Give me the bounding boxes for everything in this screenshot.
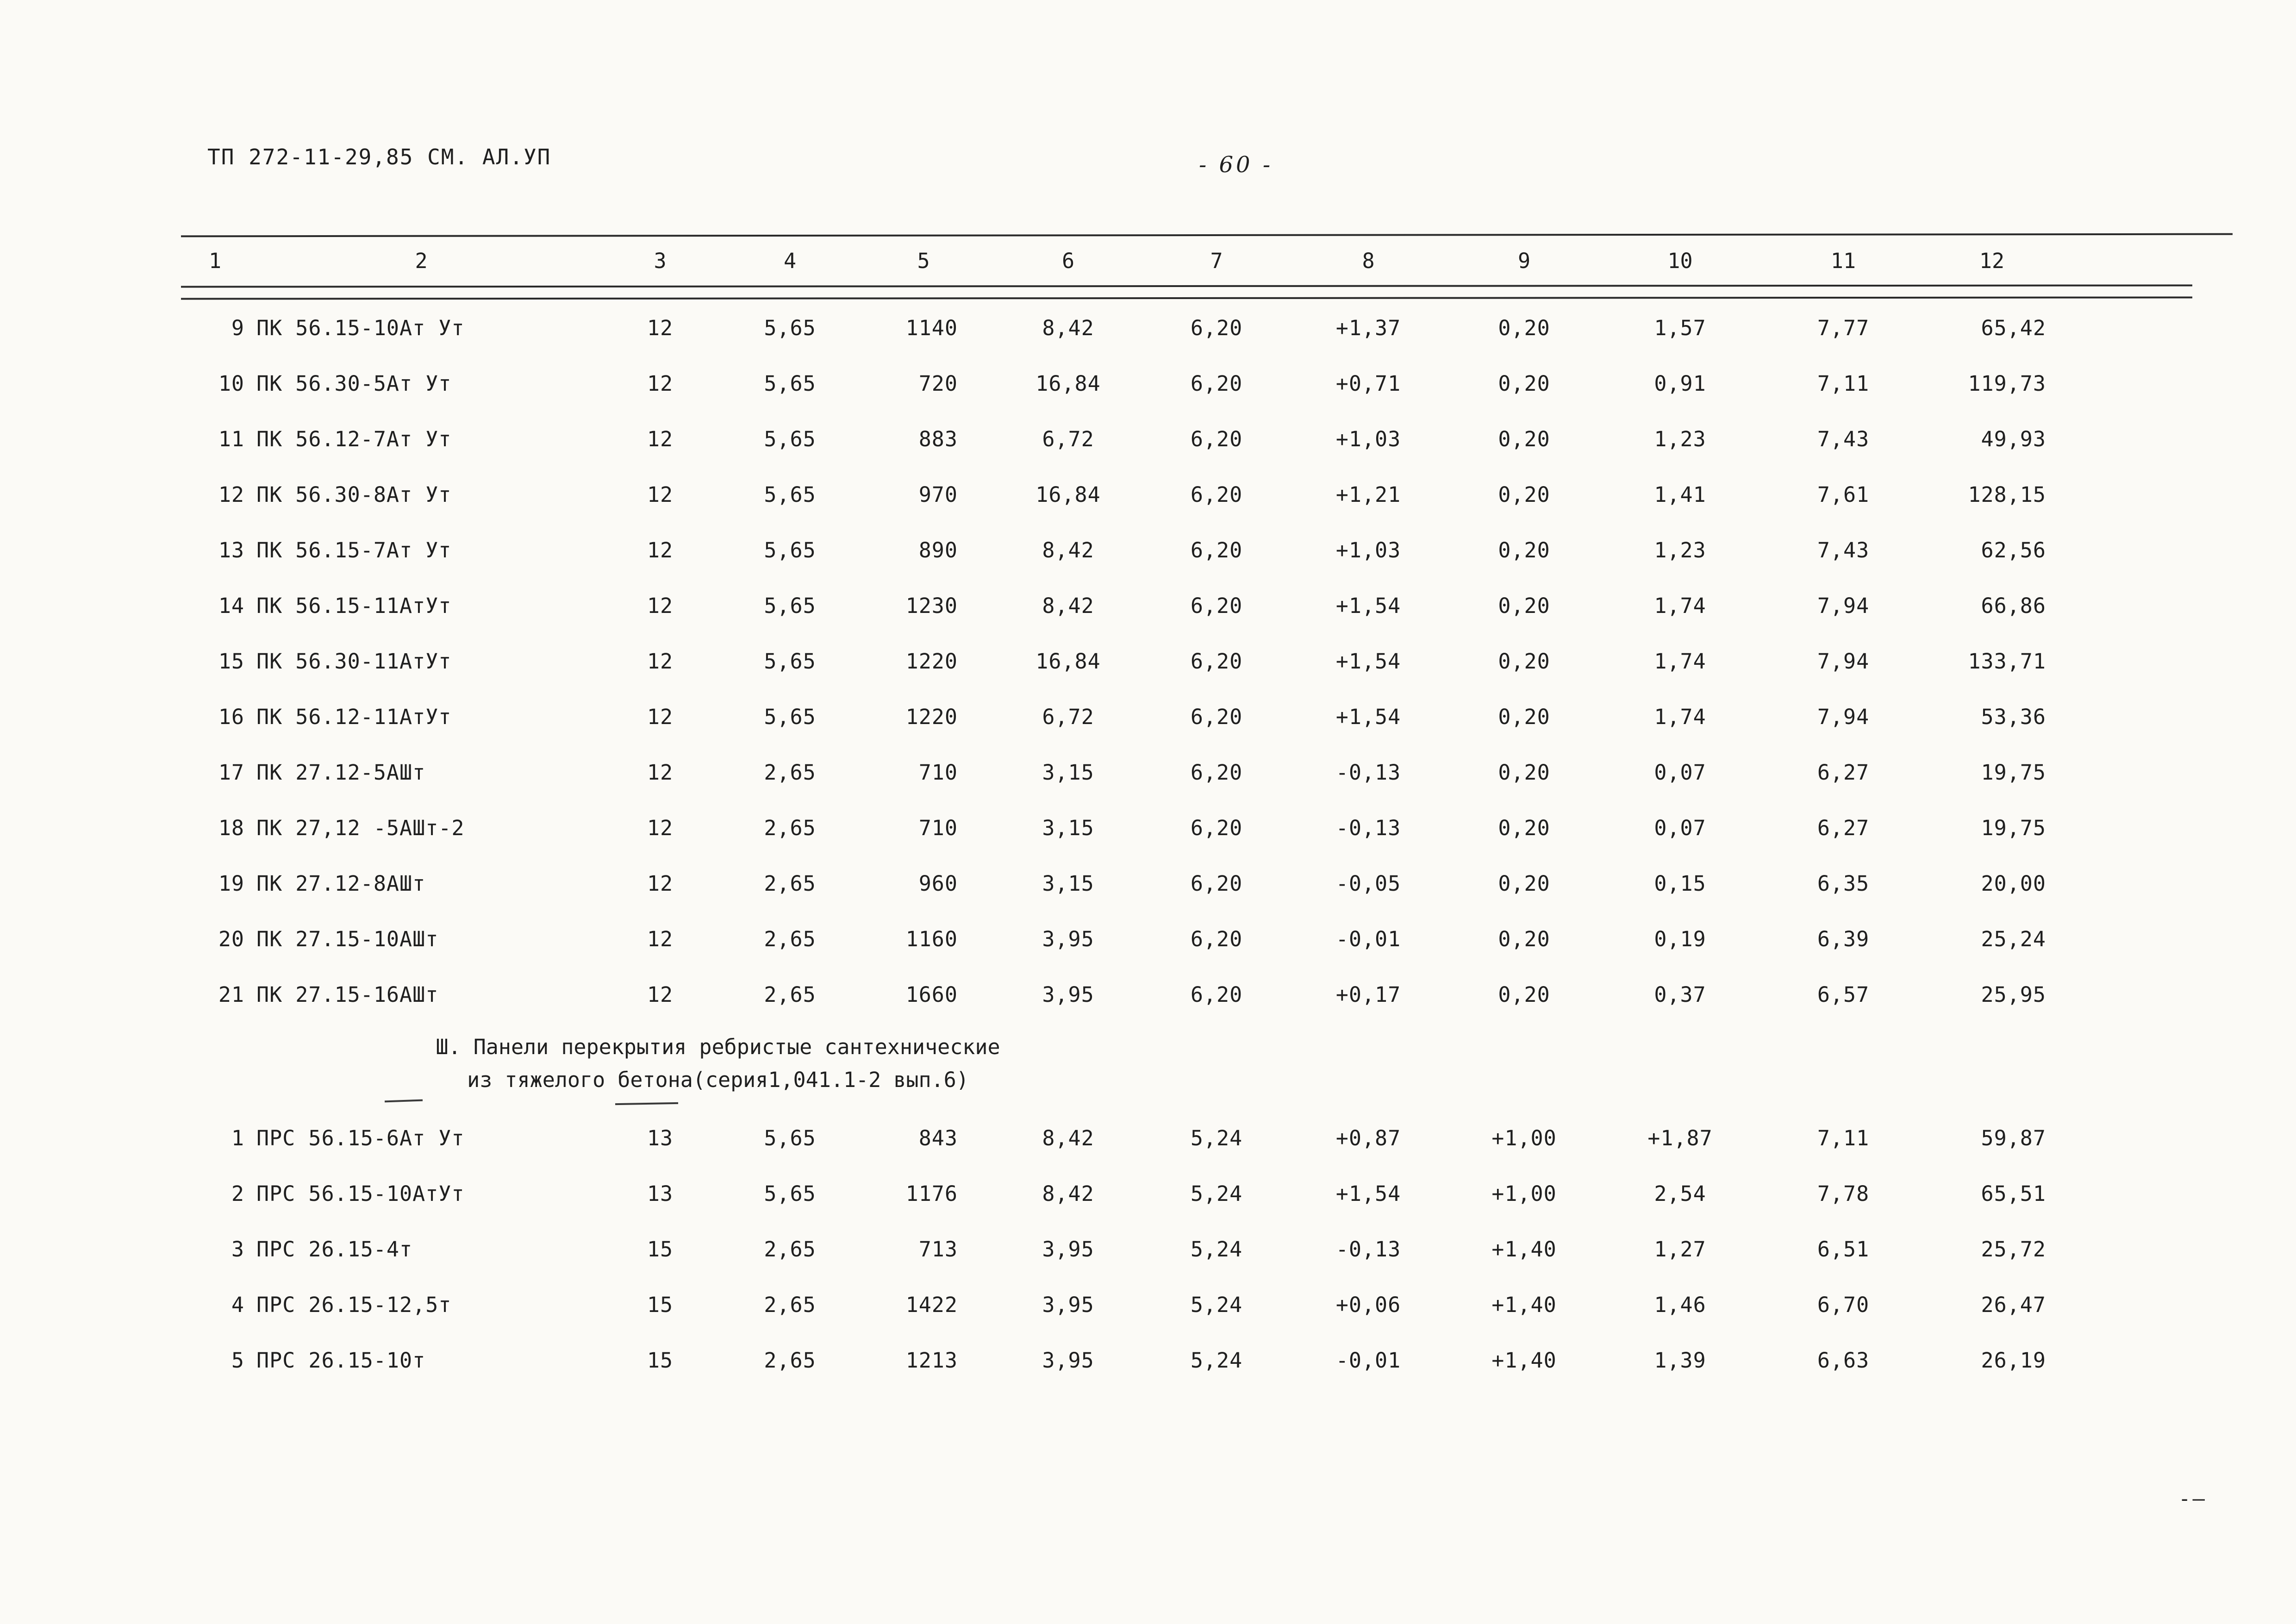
value-cell: +1,00 xyxy=(1491,1125,1557,1150)
value-cell: 12 xyxy=(647,426,674,451)
value-cell: +1,54 xyxy=(1335,1181,1401,1206)
table-row xyxy=(181,967,2236,1022)
value-cell: 19,75 xyxy=(1981,815,2046,840)
value-cell: 0,07 xyxy=(1654,760,1706,785)
column-number: 7 xyxy=(1210,248,1223,273)
value-cell: 5,24 xyxy=(1190,1125,1243,1150)
value-cell: 1660 xyxy=(905,982,958,1007)
column-number: 11 xyxy=(1830,248,1856,273)
table-row xyxy=(181,467,2236,522)
value-cell: 12 xyxy=(647,371,674,396)
value-cell: 2,65 xyxy=(764,1292,816,1317)
value-cell: 5,65 xyxy=(764,1181,816,1206)
table-row xyxy=(181,633,2236,689)
section-title-line2: из тяжелого бетона(серия1,041.1-2 вып.6) xyxy=(467,1068,969,1092)
value-cell: 1160 xyxy=(905,926,958,951)
value-cell: 7,78 xyxy=(1817,1181,1870,1206)
value-cell: 970 xyxy=(918,482,958,507)
value-cell: 6,20 xyxy=(1190,760,1243,785)
value-cell: 12 xyxy=(647,537,674,562)
value-cell: 5,24 xyxy=(1190,1348,1243,1373)
value-cell: 16,84 xyxy=(1036,371,1101,396)
value-cell: 12 xyxy=(647,482,674,507)
value-cell: 5,65 xyxy=(764,704,816,729)
value-cell: -0,13 xyxy=(1335,815,1401,840)
value-cell: 0,20 xyxy=(1498,815,1550,840)
column-number: 9 xyxy=(1517,248,1531,273)
value-cell: 720 xyxy=(918,371,958,396)
value-cell: 7,77 xyxy=(1817,315,1870,340)
value-cell: 128,15 xyxy=(1968,482,2046,507)
value-cell: -0,05 xyxy=(1335,871,1401,896)
value-cell: 2,65 xyxy=(764,815,816,840)
value-cell: +1,37 xyxy=(1335,315,1401,340)
value-cell: 8,42 xyxy=(1042,1181,1094,1206)
value-cell: 0,20 xyxy=(1498,704,1550,729)
doc-code: ТП 272-11-29,85 СМ. АЛ.УП xyxy=(207,144,551,169)
value-cell: 0,07 xyxy=(1654,815,1706,840)
value-cell: +0,87 xyxy=(1335,1125,1401,1150)
table-row xyxy=(181,1166,2236,1221)
value-cell: 1220 xyxy=(905,704,958,729)
value-cell: 7,43 xyxy=(1817,537,1870,562)
value-cell: 5,24 xyxy=(1190,1292,1243,1317)
table-row xyxy=(181,1332,2236,1388)
value-cell: 6,27 xyxy=(1817,815,1870,840)
value-cell: 6,20 xyxy=(1190,649,1243,674)
value-cell: 3,95 xyxy=(1042,1348,1094,1373)
column-number: 8 xyxy=(1362,248,1375,273)
value-cell: 6,20 xyxy=(1190,593,1243,618)
column-number: 5 xyxy=(917,248,930,273)
value-cell: 0,20 xyxy=(1498,482,1550,507)
table-row xyxy=(181,356,2236,411)
value-cell: 1140 xyxy=(905,315,958,340)
table-row xyxy=(181,1277,2236,1332)
value-cell: +1,21 xyxy=(1335,482,1401,507)
value-cell: 1,46 xyxy=(1654,1292,1706,1317)
row-number: 21 xyxy=(218,982,244,1007)
value-cell: 2,65 xyxy=(764,926,816,951)
value-cell: 1220 xyxy=(905,649,958,674)
value-cell: 1,23 xyxy=(1654,537,1706,562)
value-cell: 0,20 xyxy=(1498,760,1550,785)
panel-mark: ПК 27.15-16АШт xyxy=(256,982,439,1007)
value-cell: 65,42 xyxy=(1981,315,2046,340)
value-cell: 6,20 xyxy=(1190,537,1243,562)
value-cell: 1213 xyxy=(905,1348,958,1373)
value-cell: 5,24 xyxy=(1190,1181,1243,1206)
value-cell: 6,63 xyxy=(1817,1348,1870,1373)
value-cell: 16,84 xyxy=(1036,482,1101,507)
panel-mark: ПК 56.30-5Ат Ут xyxy=(256,371,452,396)
panels-table xyxy=(181,234,2236,1388)
panel-mark: ПК 56.15-11АтУт xyxy=(256,593,452,618)
column-number: 6 xyxy=(1061,248,1075,273)
table-row xyxy=(181,744,2236,800)
value-cell: +1,54 xyxy=(1335,593,1401,618)
value-cell: 12 xyxy=(647,649,674,674)
value-cell: 26,47 xyxy=(1981,1292,2046,1317)
value-cell: 2,54 xyxy=(1654,1181,1706,1206)
value-cell: +1,03 xyxy=(1335,426,1401,451)
panel-mark: ПРС 26.15-12,5т xyxy=(256,1292,452,1317)
underline-mark xyxy=(615,1102,678,1105)
row-number: 4 xyxy=(231,1292,244,1317)
panel-mark: ПК 27.12-5АШт xyxy=(256,760,426,785)
value-cell: 7,11 xyxy=(1817,371,1870,396)
value-cell: 960 xyxy=(918,871,958,896)
panel-mark: ПК 56.12-11АтУт xyxy=(256,704,452,729)
value-cell: +0,17 xyxy=(1335,982,1401,1007)
table-row xyxy=(181,1110,2236,1166)
value-cell: 25,72 xyxy=(1981,1237,2046,1262)
value-cell: 12 xyxy=(647,315,674,340)
value-cell: 0,20 xyxy=(1498,426,1550,451)
row-number: 20 xyxy=(218,926,244,951)
value-cell: 8,42 xyxy=(1042,537,1094,562)
panel-mark: ПК 56.15-10Ат Ут xyxy=(256,315,465,340)
column-number: 12 xyxy=(1979,248,2005,273)
row-number: 18 xyxy=(218,815,244,840)
value-cell: 3,95 xyxy=(1042,1292,1094,1317)
value-cell: 0,19 xyxy=(1654,926,1706,951)
value-cell: 3,95 xyxy=(1042,1237,1094,1262)
value-cell: 1,74 xyxy=(1654,593,1706,618)
table-row xyxy=(181,800,2236,856)
section2-rows xyxy=(181,1110,2236,1388)
value-cell: 0,91 xyxy=(1654,371,1706,396)
value-cell: 883 xyxy=(918,426,958,451)
value-cell: 0,20 xyxy=(1498,537,1550,562)
value-cell: 7,43 xyxy=(1817,426,1870,451)
panel-mark: ПРС 56.15-6Ат Ут xyxy=(256,1125,465,1150)
table-row xyxy=(181,411,2236,467)
value-cell: 19,75 xyxy=(1981,760,2046,785)
panel-mark: ПРС 26.15-10т xyxy=(256,1348,426,1373)
value-cell: 5,65 xyxy=(764,371,816,396)
row-number: 10 xyxy=(218,371,244,396)
value-cell: 1176 xyxy=(905,1181,958,1206)
value-cell: 6,20 xyxy=(1190,315,1243,340)
value-cell: -0,01 xyxy=(1335,1348,1401,1373)
panel-mark: ПРС 26.15-4т xyxy=(256,1237,413,1262)
value-cell: 7,94 xyxy=(1817,704,1870,729)
value-cell: 1,23 xyxy=(1654,426,1706,451)
value-cell: 5,65 xyxy=(764,537,816,562)
value-cell: 59,87 xyxy=(1981,1125,2046,1150)
value-cell: 6,72 xyxy=(1042,426,1094,451)
value-cell: 13 xyxy=(647,1125,674,1150)
value-cell: 0,20 xyxy=(1498,871,1550,896)
row-number: 13 xyxy=(218,537,244,562)
row-number: 5 xyxy=(231,1348,244,1373)
value-cell: 12 xyxy=(647,815,674,840)
value-cell: 3,15 xyxy=(1042,815,1094,840)
value-cell: 710 xyxy=(918,815,958,840)
value-cell: 2,65 xyxy=(764,982,816,1007)
value-cell: 8,42 xyxy=(1042,315,1094,340)
value-cell: 0,15 xyxy=(1654,871,1706,896)
header-separator-rule xyxy=(181,284,2192,300)
bottom-dash-marks: -— xyxy=(2178,1487,2207,1511)
value-cell: 62,56 xyxy=(1981,537,2046,562)
value-cell: 16,84 xyxy=(1036,649,1101,674)
value-cell: 6,20 xyxy=(1190,704,1243,729)
value-cell: 12 xyxy=(647,593,674,618)
value-cell: 3,15 xyxy=(1042,871,1094,896)
value-cell: 710 xyxy=(918,760,958,785)
panel-mark: ПК 56.15-7Ат Ут xyxy=(256,537,452,562)
value-cell: +1,87 xyxy=(1647,1125,1713,1150)
value-cell: 53,36 xyxy=(1981,704,2046,729)
value-cell: 0,20 xyxy=(1498,371,1550,396)
value-cell: 6,72 xyxy=(1042,704,1094,729)
value-cell: 5,65 xyxy=(764,593,816,618)
value-cell: 15 xyxy=(647,1292,674,1317)
value-cell: 0,37 xyxy=(1654,982,1706,1007)
value-cell: 0,20 xyxy=(1498,982,1550,1007)
value-cell: 1,41 xyxy=(1654,482,1706,507)
value-cell: +1,54 xyxy=(1335,704,1401,729)
value-cell: 3,95 xyxy=(1042,926,1094,951)
value-cell: 5,65 xyxy=(764,426,816,451)
value-cell: 1,39 xyxy=(1654,1348,1706,1373)
value-cell: 7,11 xyxy=(1817,1125,1870,1150)
value-cell: 13 xyxy=(647,1181,674,1206)
column-header-row xyxy=(181,236,2236,285)
value-cell: 25,95 xyxy=(1981,982,2046,1007)
value-cell: 15 xyxy=(647,1348,674,1373)
section-title xyxy=(338,1031,1098,1096)
column-number: 3 xyxy=(654,248,667,273)
value-cell: +0,71 xyxy=(1335,371,1401,396)
value-cell: 7,61 xyxy=(1817,482,1870,507)
table-row xyxy=(181,856,2236,911)
value-cell: 1,57 xyxy=(1654,315,1706,340)
underline-mark xyxy=(385,1099,423,1103)
value-cell: 0,20 xyxy=(1498,926,1550,951)
value-cell: 5,65 xyxy=(764,649,816,674)
value-cell: 133,71 xyxy=(1968,649,2046,674)
value-cell: -0,13 xyxy=(1335,1237,1401,1262)
value-cell: 7,94 xyxy=(1817,649,1870,674)
value-cell: 6,70 xyxy=(1817,1292,1870,1317)
row-number: 2 xyxy=(231,1181,244,1206)
table-row xyxy=(181,1221,2236,1277)
value-cell: 1422 xyxy=(905,1292,958,1317)
value-cell: 12 xyxy=(647,760,674,785)
column-number: 2 xyxy=(415,248,428,273)
value-cell: +1,40 xyxy=(1491,1292,1557,1317)
table-row xyxy=(181,578,2236,633)
value-cell: 5,65 xyxy=(764,315,816,340)
value-cell: 12 xyxy=(647,871,674,896)
value-cell: 0,20 xyxy=(1498,315,1550,340)
value-cell: 6,57 xyxy=(1817,982,1870,1007)
value-cell: 25,24 xyxy=(1981,926,2046,951)
value-cell: 1,74 xyxy=(1654,704,1706,729)
value-cell: +0,06 xyxy=(1335,1292,1401,1317)
value-cell: -0,13 xyxy=(1335,760,1401,785)
row-number: 15 xyxy=(218,649,244,674)
value-cell: 2,65 xyxy=(764,1348,816,1373)
value-cell: 119,73 xyxy=(1968,371,2046,396)
table-row xyxy=(181,300,2236,356)
value-cell: 6,39 xyxy=(1817,926,1870,951)
value-cell: 6,51 xyxy=(1817,1237,1870,1262)
section1-rows xyxy=(181,300,2236,1022)
value-cell: 3,95 xyxy=(1042,982,1094,1007)
value-cell: 15 xyxy=(647,1237,674,1262)
value-cell: 26,19 xyxy=(1981,1348,2046,1373)
table-row xyxy=(181,522,2236,578)
value-cell: 5,65 xyxy=(764,482,816,507)
row-number: 16 xyxy=(218,704,244,729)
value-cell: 6,20 xyxy=(1190,871,1243,896)
value-cell: +1,54 xyxy=(1335,649,1401,674)
value-cell: 2,65 xyxy=(764,871,816,896)
value-cell: 7,94 xyxy=(1817,593,1870,618)
value-cell: 6,20 xyxy=(1190,371,1243,396)
panel-mark: ПК 56.30-11АтУт xyxy=(256,649,452,674)
row-number: 17 xyxy=(218,760,244,785)
column-number: 10 xyxy=(1667,248,1693,273)
value-cell: 0,20 xyxy=(1498,649,1550,674)
value-cell: +1,40 xyxy=(1491,1237,1557,1262)
column-number: 1 xyxy=(208,248,222,273)
value-cell: 6,27 xyxy=(1817,760,1870,785)
value-cell: 890 xyxy=(918,537,958,562)
panel-mark: ПК 56.30-8Ат Ут xyxy=(256,482,452,507)
value-cell: 66,86 xyxy=(1981,593,2046,618)
row-number: 12 xyxy=(218,482,244,507)
value-cell: 5,65 xyxy=(764,1125,816,1150)
value-cell: 2,65 xyxy=(764,1237,816,1262)
section-title-line1: Ш. Панели перекрытия ребристые сантехнические xyxy=(436,1035,1000,1059)
table-row xyxy=(181,911,2236,967)
value-cell: 20,00 xyxy=(1981,871,2046,896)
value-cell: 6,20 xyxy=(1190,482,1243,507)
panel-mark: ПК 27,12 -5АШт-2 xyxy=(256,815,465,840)
value-cell: +1,03 xyxy=(1335,537,1401,562)
value-cell: 5,24 xyxy=(1190,1237,1243,1262)
row-number: 1 xyxy=(231,1125,244,1150)
value-cell: 713 xyxy=(918,1237,958,1262)
value-cell: 6,20 xyxy=(1190,815,1243,840)
value-cell: 3,15 xyxy=(1042,760,1094,785)
row-number: 9 xyxy=(231,315,244,340)
value-cell: 1,27 xyxy=(1654,1237,1706,1262)
value-cell: 1230 xyxy=(905,593,958,618)
value-cell: 843 xyxy=(918,1125,958,1150)
panel-mark: ПРС 56.15-10АтУт xyxy=(256,1181,465,1206)
row-number: 3 xyxy=(231,1237,244,1262)
value-cell: 12 xyxy=(647,704,674,729)
value-cell: +1,00 xyxy=(1491,1181,1557,1206)
value-cell: 6,20 xyxy=(1190,926,1243,951)
panel-mark: ПК 27.15-10АШт xyxy=(256,926,439,951)
value-cell: 49,93 xyxy=(1981,426,2046,451)
value-cell: 0,20 xyxy=(1498,593,1550,618)
value-cell: 6,20 xyxy=(1190,426,1243,451)
value-cell: 65,51 xyxy=(1981,1181,2046,1206)
row-number: 14 xyxy=(218,593,244,618)
value-cell: 6,20 xyxy=(1190,982,1243,1007)
value-cell: 1,74 xyxy=(1654,649,1706,674)
value-cell: 2,65 xyxy=(764,760,816,785)
value-cell: 12 xyxy=(647,982,674,1007)
value-cell: +1,40 xyxy=(1491,1348,1557,1373)
page-number: - 60 - xyxy=(1199,152,1273,178)
value-cell: 12 xyxy=(647,926,674,951)
panel-mark: ПК 56.12-7Ат Ут xyxy=(256,426,452,451)
column-number: 4 xyxy=(783,248,797,273)
table-row xyxy=(181,689,2236,744)
value-cell: -0,01 xyxy=(1335,926,1401,951)
value-cell: 6,35 xyxy=(1817,871,1870,896)
panel-mark: ПК 27.12-8АШт xyxy=(256,871,426,896)
row-number: 11 xyxy=(218,426,244,451)
value-cell: 8,42 xyxy=(1042,593,1094,618)
row-number: 19 xyxy=(218,871,244,896)
value-cell: 8,42 xyxy=(1042,1125,1094,1150)
